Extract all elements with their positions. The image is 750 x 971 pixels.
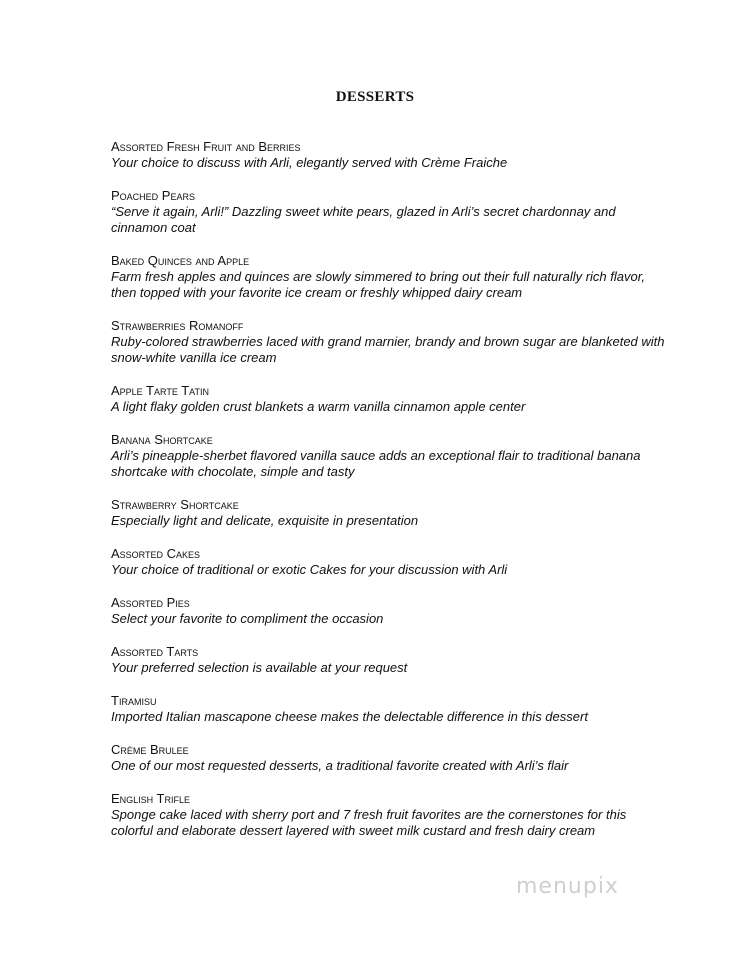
menu-item — [111, 791, 671, 839]
item-name: Strawberries Romanoff — [111, 318, 244, 333]
item-name: Poached Pears — [111, 188, 195, 203]
menu-item — [111, 742, 671, 774]
menu-item — [111, 383, 671, 415]
item-name: Apple Tarte Tatin — [111, 383, 209, 398]
item-name: Assorted Tarts — [111, 644, 199, 659]
menu-item — [111, 188, 671, 236]
menu-item — [111, 693, 671, 725]
menu-item — [111, 253, 671, 301]
item-description: Sponge cake laced with sherry port and 7 fresh fruit favorites are the cornerstones for this colorful and elaborate dessert layered with sweet milk custard and fresh dairy cream — [111, 807, 627, 838]
menu-item — [111, 318, 671, 366]
item-name: Banana Shortcake — [111, 432, 213, 447]
item-name: Baked Quinces and Apple — [111, 253, 250, 268]
item-description: Your preferred selection is available at your request — [111, 660, 408, 675]
item-name: English Trifle — [111, 791, 191, 806]
item-description: Especially light and delicate, exquisite in presentation — [111, 513, 419, 528]
menu-item — [111, 546, 671, 578]
item-description: Select your favorite to compliment the occasion — [111, 611, 384, 626]
item-name: Assorted Fresh Fruit and Berries — [111, 139, 301, 154]
menu-item — [111, 432, 671, 480]
item-description: “Serve it again, Arli!” Dazzling sweet white pears, glazed in Arli’s secret chardonnay and cinnamon coat — [111, 204, 616, 235]
menu-item — [111, 139, 671, 171]
menu-item — [111, 595, 671, 627]
item-name: Assorted Pies — [111, 595, 190, 610]
item-description: Arli’s pineapple-sherbet flavored vanilla sauce adds an exceptional flair to traditional banana shortcake with chocolate, simple and tasty — [111, 448, 641, 479]
item-description: Imported Italian mascapone cheese makes the delectable difference in this dessert — [111, 709, 588, 724]
item-description: A light flaky golden crust blankets a warm vanilla cinnamon apple center — [111, 399, 526, 414]
menu-item — [111, 644, 671, 676]
page-title: DESSERTS — [335, 89, 415, 105]
item-name: Crème Brulee — [111, 742, 189, 757]
menu-item — [111, 497, 671, 529]
item-description: Ruby-colored strawberries laced with grand marnier, brandy and brown sugar are blanketed with snow-white vanilla ice cream — [111, 334, 665, 365]
item-description: Your choice of traditional or exotic Cakes for your discussion with Arli — [111, 562, 508, 577]
item-description: Your choice to discuss with Arli, elegantly served with Crème Fraiche — [111, 155, 508, 170]
menupix-watermark: menupix — [516, 874, 619, 899]
dessert-menu-list — [111, 139, 671, 856]
item-description: One of our most requested desserts, a traditional favorite created with Arli’s flair — [111, 758, 569, 773]
item-name: Tiramisu — [111, 693, 157, 708]
item-name: Strawberry Shortcake — [111, 497, 239, 512]
item-description: Farm fresh apples and quinces are slowly simmered to bring out their full naturally rich flavor, then topped with your favorite ice cream or freshly whipped dairy cream — [111, 269, 645, 300]
item-name: Assorted Cakes — [111, 546, 201, 561]
